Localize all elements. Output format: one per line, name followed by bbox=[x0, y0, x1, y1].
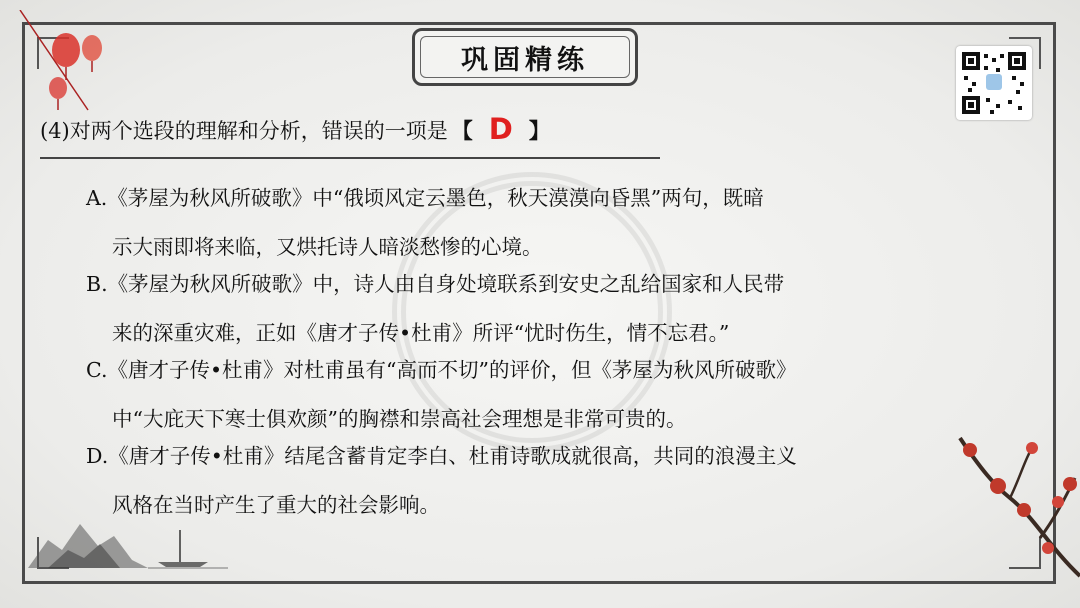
question-text: (4)对两个选段的理解和分析，错误的一项是 bbox=[40, 119, 448, 143]
plum-blossom-icon bbox=[940, 398, 1080, 578]
option-a bbox=[86, 174, 1046, 272]
option-d bbox=[86, 432, 1046, 530]
option-b-line-2: 来的深重灾难，正如《唐才子传•杜甫》所评“忧时伤生，情不忘君。” bbox=[112, 321, 730, 345]
question-line bbox=[40, 112, 554, 148]
bracket-open: 【 bbox=[451, 119, 473, 143]
option-d-line-2: 风格在当时产生了重大的社会影响。 bbox=[112, 493, 440, 517]
option-a-line-1: A.《茅屋为秋风所破歌》中“俄顷风定云墨色，秋天漠漠向昏黑”两句，既暗 bbox=[86, 186, 764, 210]
option-c-line-2: 中“大庇天下寒士俱欢颜”的胸襟和崇高社会理想是非常可贵的。 bbox=[112, 407, 687, 431]
question-underline bbox=[40, 157, 660, 159]
slide-title: 巩固精练 bbox=[461, 44, 589, 76]
option-a-line-2: 示大雨即将来临，又烘托诗人暗淡愁惨的心境。 bbox=[112, 235, 543, 259]
option-d-line-1: D.《唐才子传•杜甫》结尾含蓄肯定李白、杜甫诗歌成就很高，共同的浪漫主义 bbox=[86, 444, 797, 468]
option-c bbox=[86, 346, 1046, 444]
qr-code-icon bbox=[956, 46, 1032, 120]
red-lanterns-icon bbox=[18, 10, 138, 120]
option-b-line-1: B.《茅屋为秋风所破歌》中，诗人由自身处境联系到安史之乱给国家和人民带 bbox=[86, 272, 785, 296]
bracket-close: 】 bbox=[528, 119, 550, 143]
option-c-line-1: C.《唐才子传•杜甫》对杜甫虽有“高而不切”的评价，但《茅屋为秋风所破歌》 bbox=[86, 358, 797, 382]
ink-landscape-icon bbox=[28, 510, 228, 570]
title-box bbox=[412, 28, 638, 86]
answer-letter: D bbox=[488, 112, 513, 146]
option-b bbox=[86, 260, 1046, 358]
